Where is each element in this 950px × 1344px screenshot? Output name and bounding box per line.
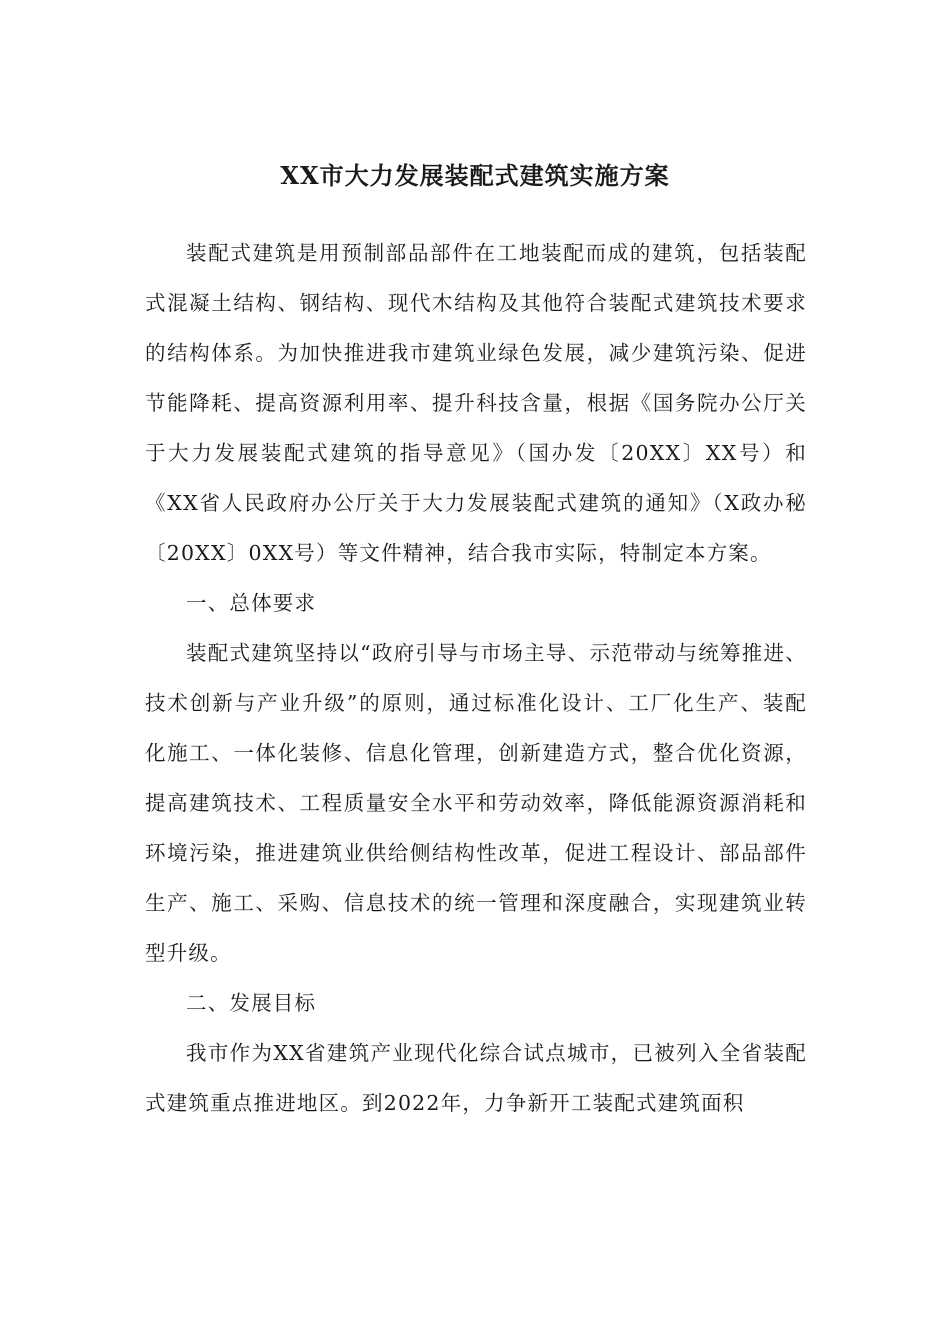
section-heading-development-goals: 二、发展目标 (186, 991, 317, 1015)
document-body (145, 228, 807, 1128)
section-heading-general-requirements: 一、总体要求 (186, 591, 317, 615)
document-title: XX市大力发展装配式建筑实施方案 (280, 161, 670, 190)
intro-paragraph: 装配式建筑是用预制部品部件在工地装配而成的建筑，包括装配式混凝土结构、钢结构、现代木结构及其他符合装配式建筑技术要求的结构体系。为加快推进我市建筑业绿色发展，减少建筑污染、促进节能降耗、提高资源利用率、提升科技含量，根据《国务院办公厅关于大力发展装配式建筑的指导意见》（国办发〔20XX〕XX号）和《XX省人民政府办公厅关于大力发展装配式建筑的通知》（X政办秘〔20XX〕0XX号）等文件精神，结合我市实际，特制定本方案。 (145, 241, 807, 565)
general-requirements-paragraph: 装配式建筑坚持以“政府引导与市场主导、示范带动与统筹推进、技术创新与产业升级”的原则，通过标准化设计、工厂化生产、装配化施工、一体化装修、信息化管理，创新建造方式，整合优化资源，提高建筑技术、工程质量安全水平和劳动效率，降低能源资源消耗和环境污染，推进建筑业供给侧结构性改革，促进工程设计、部品部件生产、施工、采购、信息技术的统一管理和深度融合，实现建筑业转型升级。 (145, 641, 807, 965)
development-goals-paragraph: 我市作为XX省建筑产业现代化综合试点城市，已被列入全省装配式建筑重点推进地区。到2022年，力争新开工装配式建筑面积 (145, 1041, 807, 1115)
